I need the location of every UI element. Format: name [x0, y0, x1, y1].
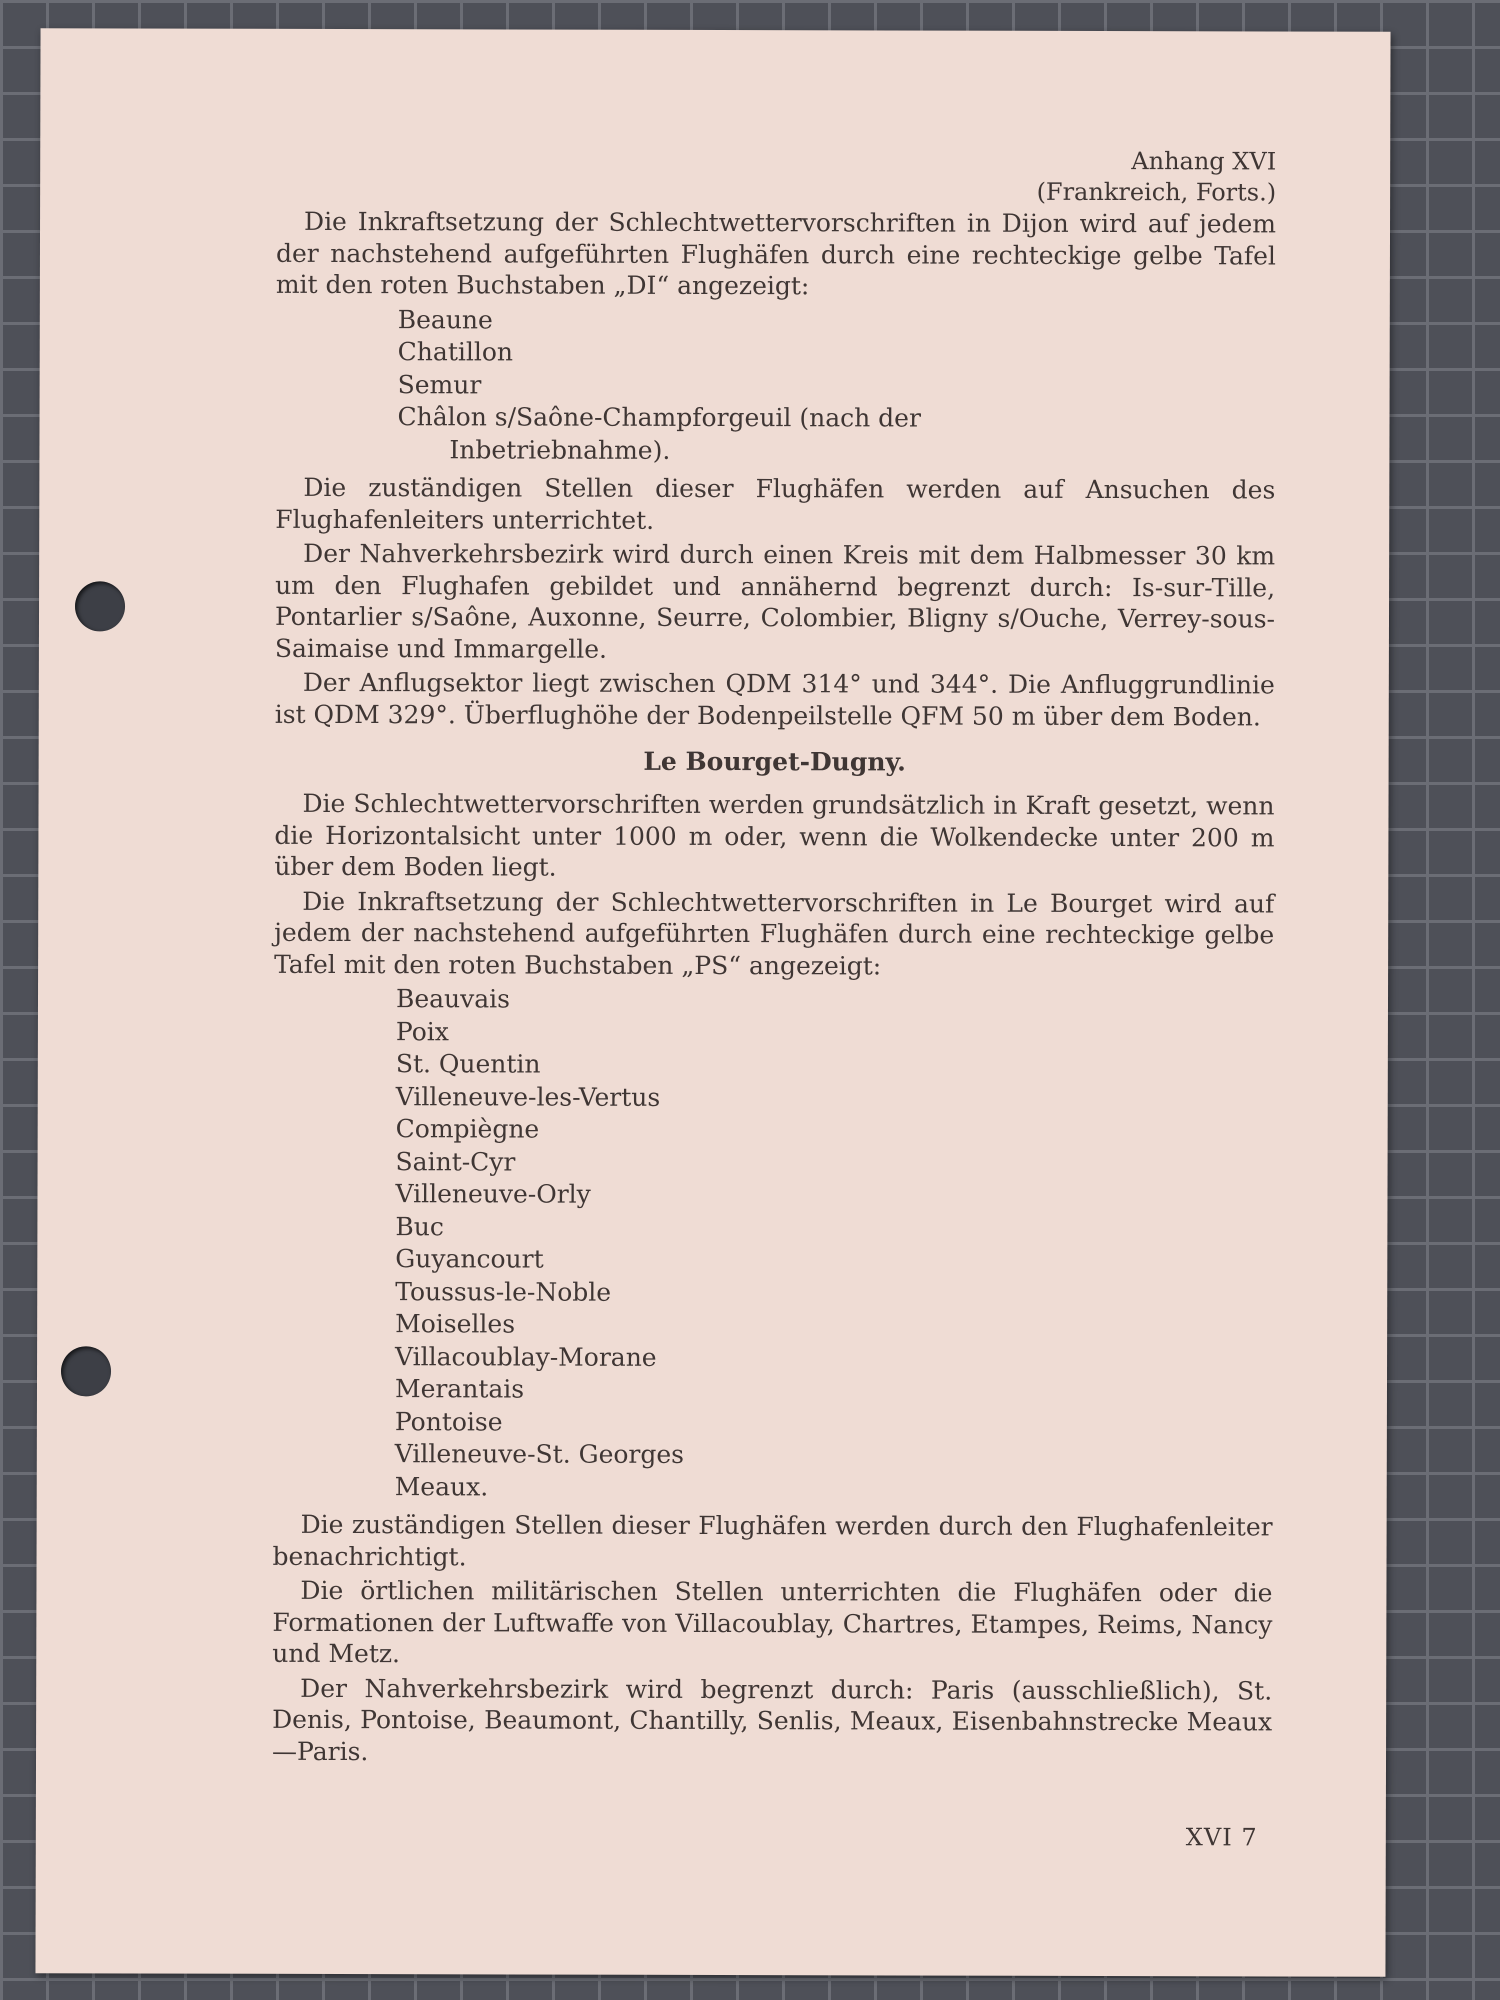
list-item: Guyancourt	[395, 1244, 544, 1274]
bourget-grundsatz-paragraph: Die Schlechtwettervorschriften werden grundsätzlich in Kraft gesetzt, wenn die Horizontalsicht unter 1000 m oder, wenn die Wolkendecke unter 200 m über dem Boden liegt.	[274, 788, 1275, 882]
list-item: Pontoise	[394, 1406, 503, 1436]
section-heading-le-bourget: Le Bourget-Dugny.	[643, 746, 906, 777]
bourget-nahverkehr-paragraph: Der Nahverkehrsbezirk wird begrenzt durch: Paris (ausschließlich), St. Denis, Pontoise, Beaumont, Chantilly, Senlis, Meaux, Eisenbahnstrecke Meaux—Paris.	[272, 1673, 1273, 1766]
list-item: Buc	[395, 1211, 444, 1241]
list-item: Villeneuve-St. Georges	[394, 1439, 685, 1469]
dijon-airfield-list	[275, 303, 1275, 468]
list-item: Beauvais	[395, 984, 511, 1014]
list-item: Compiègne	[395, 1114, 540, 1144]
list-item: Toussus-le-Noble	[395, 1276, 612, 1307]
page-header	[276, 144, 1276, 209]
list-item-continuation: Inbetriebnahme).	[449, 434, 671, 465]
list-item: Saint-Cyr	[395, 1146, 516, 1176]
bourget-militaer-paragraph: Die örtlichen militärischen Stellen unterrichten die Flughäfen oder die Formationen der Luftwaffe von Villacoublay, Chartres, Etampes, Reims, Nancy und Metz.	[272, 1575, 1273, 1669]
page-content	[272, 144, 1276, 1773]
punch-hole-lower	[61, 1346, 111, 1396]
list-item: Villeneuve-les-Vertus	[395, 1081, 661, 1112]
list-item: Poix	[395, 1016, 449, 1046]
list-item: Beaune	[397, 304, 493, 334]
list-item: St. Quentin	[395, 1049, 541, 1079]
list-item: Villacoublay-Morane	[395, 1341, 657, 1372]
list-item: Meaux.	[394, 1471, 489, 1501]
list-item: Villeneuve-Orly	[395, 1179, 591, 1209]
list-item-text: Châlon s/Saône-Champforgeuil (nach der	[397, 402, 921, 433]
dijon-intro-paragraph: Die Inkraftsetzung der Schlechtwettervorschriften in Dijon wird auf jedem der nachstehend aufgeführten Flughäfen durch eine rechteckige gelbe Tafel mit den roten Buchstaben „DI“ angezeigt:	[275, 206, 1277, 301]
punch-hole-upper	[75, 581, 125, 631]
document-page	[35, 28, 1390, 1977]
list-item: Merantais	[394, 1374, 525, 1404]
bourget-airfield-list	[273, 983, 1274, 1506]
list-item: Semur	[397, 369, 482, 399]
list-item: Moiselles	[395, 1309, 516, 1339]
page-number: XVI 7	[1185, 1823, 1258, 1852]
dijon-stellen-paragraph: Die zuständigen Stellen dieser Flughäfen werden auf Ansuchen des Flughafenleiters unterrichtet.	[275, 472, 1276, 535]
bourget-inkraft-paragraph: Die Inkraftsetzung der Schlechtwettervorschriften in Le Bourget wird auf jedem der nachstehend aufgeführten Flughäfen durch eine rechteckige gelbe Tafel mit den roten Buchstaben „PS“ angezeigt:	[274, 886, 1275, 980]
bourget-stellen-paragraph: Die zuständigen Stellen dieser Flughäfen werden durch den Flughafenleiter benachrichtigt.	[272, 1509, 1273, 1571]
dijon-anflug-paragraph: Der Anflugsektor liegt zwischen QDM 314° und 344°. Die Anfluggrundlinie ist QDM 329°. Überflughöhe der Bodenpeilstelle QFM 50 m über dem Boden.	[274, 667, 1275, 731]
appendix-subtitle: (Frankreich, Forts.)	[1036, 177, 1277, 207]
appendix-label: Anhang XVI	[1131, 147, 1277, 176]
list-item: Chatillon	[397, 337, 514, 367]
dijon-nahverkehr-paragraph: Der Nahverkehrsbezirk wird durch einen Kreis mit dem Halbmesser 30 km um den Flughafen gebildet und annähernd begrenzt durch: Is-sur-Tille, Pontarlier s/Saône, Auxonne, Seurre, Colombier, Bligny s/Ouche, Verrey-sous-Saimaise und Immargelle.	[274, 538, 1276, 664]
list-item	[397, 401, 1275, 468]
